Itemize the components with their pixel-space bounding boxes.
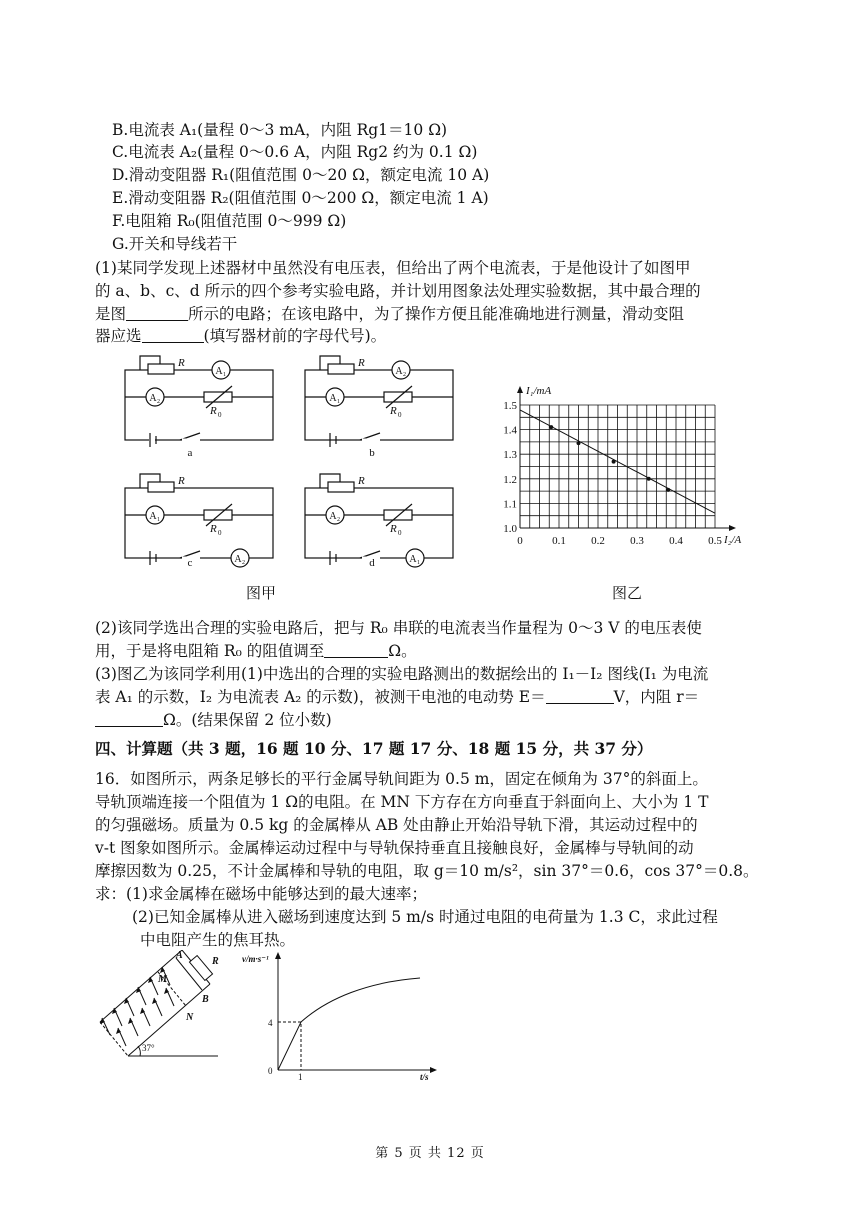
y-axis-label: I₁/mA <box>526 385 552 397</box>
y-tick-label: 1.4 <box>503 424 517 437</box>
ammeter-label: A <box>234 554 242 565</box>
y-tick-label: 1.2 <box>503 473 517 486</box>
label-R-a: R <box>178 357 185 369</box>
equipment-e: E.滑动变阻器 R₂(阻值范围 0～200 Ω，额定电流 1 A) <box>112 189 489 207</box>
vt-y4: 4 <box>268 1018 273 1028</box>
y-tick-label: 1.0 <box>503 523 517 535</box>
page-footer: 第 5 页 共 12 页 <box>375 1146 485 1161</box>
q16-line5: 摩擦因数为 0.25，不计金属棒和导轨的电阻，取 g＝10 m/s²，sin 37°＝0.6，cos 37°＝0.8。 <box>95 862 759 880</box>
label-R0-c: R <box>210 523 217 535</box>
svg-text:1: 1 <box>223 372 226 378</box>
svg-text:1: 1 <box>157 517 160 523</box>
y-tick-label: 1.3 <box>503 449 517 462</box>
i1-i2-graph <box>490 380 760 555</box>
q16-line2: 导轨顶端连接一个阻值为 1 Ω的电阻。在 MN 下方存在方向垂直于斜面向上、大小为 1 T <box>95 793 709 811</box>
vt-origin: 0 <box>268 1066 273 1076</box>
caption-jia: 图甲 <box>246 584 277 602</box>
x-tick-label: 0.1 <box>552 535 566 547</box>
ammeter-label: A <box>395 366 403 377</box>
x-tick-label: 0.5 <box>708 535 722 547</box>
circuit-label-d: d <box>369 557 375 569</box>
svg-text:1: 1 <box>337 399 340 405</box>
svg-text:2: 2 <box>403 372 406 378</box>
equipment-c: C.电流表 A₂(量程 0～0.6 A，内阻 Rg2 约为 0.1 Ω) <box>112 143 478 161</box>
ammeter-label: A <box>329 393 337 404</box>
q1-line1: (1)某同学发现上述器材中虽然没有电压表，但给出了两个电流表，于是他设计了如图甲 <box>95 259 691 277</box>
circuit-diagrams <box>110 350 480 570</box>
answer-blank <box>546 688 614 704</box>
q1-line3: 是图 所示的电路；在该电路中，为了操作方便且能准确地进行测量，滑动变阻 <box>95 305 685 323</box>
q3-line2: 表 A₁ 的示数，I₂ 为电流表 A₂ 的示数)，被测干电池的电动势 E＝ V，内阻 r＝ <box>95 688 700 706</box>
label-B: B <box>202 994 209 1005</box>
vt-graph <box>238 950 438 1080</box>
data-point <box>666 488 670 492</box>
label-M: M <box>158 974 167 985</box>
vt-xlabel: t/s <box>420 1072 429 1080</box>
q1-line4: 器应选 (填写器材前的字母代号)。 <box>95 327 387 345</box>
answer-blank <box>142 327 204 343</box>
ammeter-label: A <box>149 393 157 404</box>
ammeter-label: A <box>329 511 337 522</box>
circuit-label-b: b <box>369 447 375 459</box>
q2-line1: (2)该同学选出合理的实验电路后，把与 R₀ 串联的电流表当作量程为 0～3 V 的电压表使 <box>95 619 702 637</box>
svg-text:1: 1 <box>417 560 420 566</box>
q16-line6: 求：(1)求金属棒在磁场中能够达到的最大速率； <box>95 885 427 903</box>
equipment-b: B.电流表 A₁(量程 0～3 mA，内阻 Rg1＝10 Ω) <box>112 121 448 139</box>
label-R-b: R <box>358 357 365 369</box>
circuit-c <box>125 474 273 567</box>
x-tick-label: 0 <box>517 535 523 547</box>
circuit-b <box>305 356 453 447</box>
circuit-label-a: a <box>187 447 193 459</box>
svg-text:2: 2 <box>337 517 340 523</box>
ammeter-label: A <box>215 366 223 377</box>
section-title: 四、计算题（共 3 题，16 题 10 分、17 题 17 分、18 题 15 分，共 37 分） <box>95 739 653 758</box>
data-point <box>549 425 553 429</box>
answer-blank <box>126 305 188 321</box>
y-tick-label: 1.1 <box>503 498 517 511</box>
svg-text:0: 0 <box>218 411 222 419</box>
q16-line8: 中电阻产生的焦耳热。 <box>140 931 296 949</box>
circuit-a <box>125 356 273 448</box>
label-R-c: R <box>178 475 185 487</box>
angle-label: 37° <box>142 1043 155 1053</box>
x-axis-label: I₂/A <box>724 534 742 546</box>
circuit-d <box>305 474 453 567</box>
label-N: N <box>186 1012 194 1023</box>
equipment-g: G.开关和导线若干 <box>112 235 238 253</box>
x-tick-label: 0.4 <box>669 535 683 547</box>
label-R-d: R <box>358 475 365 487</box>
q3-line1: (3)图乙为该同学利用(1)中选出的合理的实验电路测出的数据绘出的 I₁－I₂ 图线(I₁ 为电流 <box>95 665 709 683</box>
equipment-f: F.电阻箱 R₀(阻值范围 0～999 Ω) <box>112 212 347 230</box>
svg-text:0: 0 <box>218 529 222 537</box>
x-tick-label: 0.3 <box>630 535 644 547</box>
q16-line3: 的匀强磁场。质量为 0.5 kg 的金属棒从 AB 处由静止开始沿导轨下滑，其运动过程中的 <box>95 816 698 834</box>
caption-yi: 图乙 <box>612 584 643 602</box>
svg-text:0: 0 <box>398 411 402 419</box>
ammeter-label: A <box>149 511 157 522</box>
svg-text:2: 2 <box>157 399 160 405</box>
data-point <box>647 477 651 481</box>
vt-x1: 1 <box>298 1072 303 1080</box>
label-R0-a: R <box>210 405 217 417</box>
equipment-d: D.滑动变阻器 R₁(阻值范围 0～20 Ω，额定电流 10 A) <box>112 166 490 184</box>
data-point <box>577 441 581 445</box>
vt-ylabel: v/m·s⁻¹ <box>242 954 269 964</box>
answer-blank <box>95 711 163 727</box>
label-A: A <box>176 950 183 961</box>
ammeter-label: A <box>409 554 417 565</box>
q16-line1: 16．如图所示，两条足够长的平行金属导轨间距为 0.5 m，固定在倾角为 37°的斜面上。 <box>95 770 708 788</box>
label-R0-b: R <box>390 405 397 417</box>
svg-text:2: 2 <box>242 560 245 566</box>
answer-blank <box>324 642 388 658</box>
circuit-label-c: c <box>187 557 193 569</box>
q16-line4: v-t 图象如图所示。金属棒运动过程中与导轨保持垂直且接触良好，金属棒与导轨间的动 <box>95 839 694 857</box>
q1-line2: 的 a、b、c、d 所示的四个参考实验电路，并计划用图象法处理实验数据，其中最合理的 <box>95 282 701 300</box>
q2-line2: 用，于是将电阻箱 R₀ 的阻值调至 Ω。 <box>95 642 417 660</box>
y-tick-label: 1.5 <box>503 400 517 412</box>
q3-line3: Ω。(结果保留 2 位小数) <box>95 709 332 731</box>
q16-line7: (2)已知金属棒从进入磁场到速度达到 5 m/s 时通过电阻的电荷量为 1.3 C，求此过程 <box>132 908 718 926</box>
data-point <box>612 460 616 464</box>
x-tick-label: 0.2 <box>591 535 605 547</box>
label-R: R <box>212 956 219 967</box>
svg-text:0: 0 <box>398 529 402 537</box>
label-R0-d: R <box>390 523 397 535</box>
incline-rail-diagram <box>90 950 250 1070</box>
